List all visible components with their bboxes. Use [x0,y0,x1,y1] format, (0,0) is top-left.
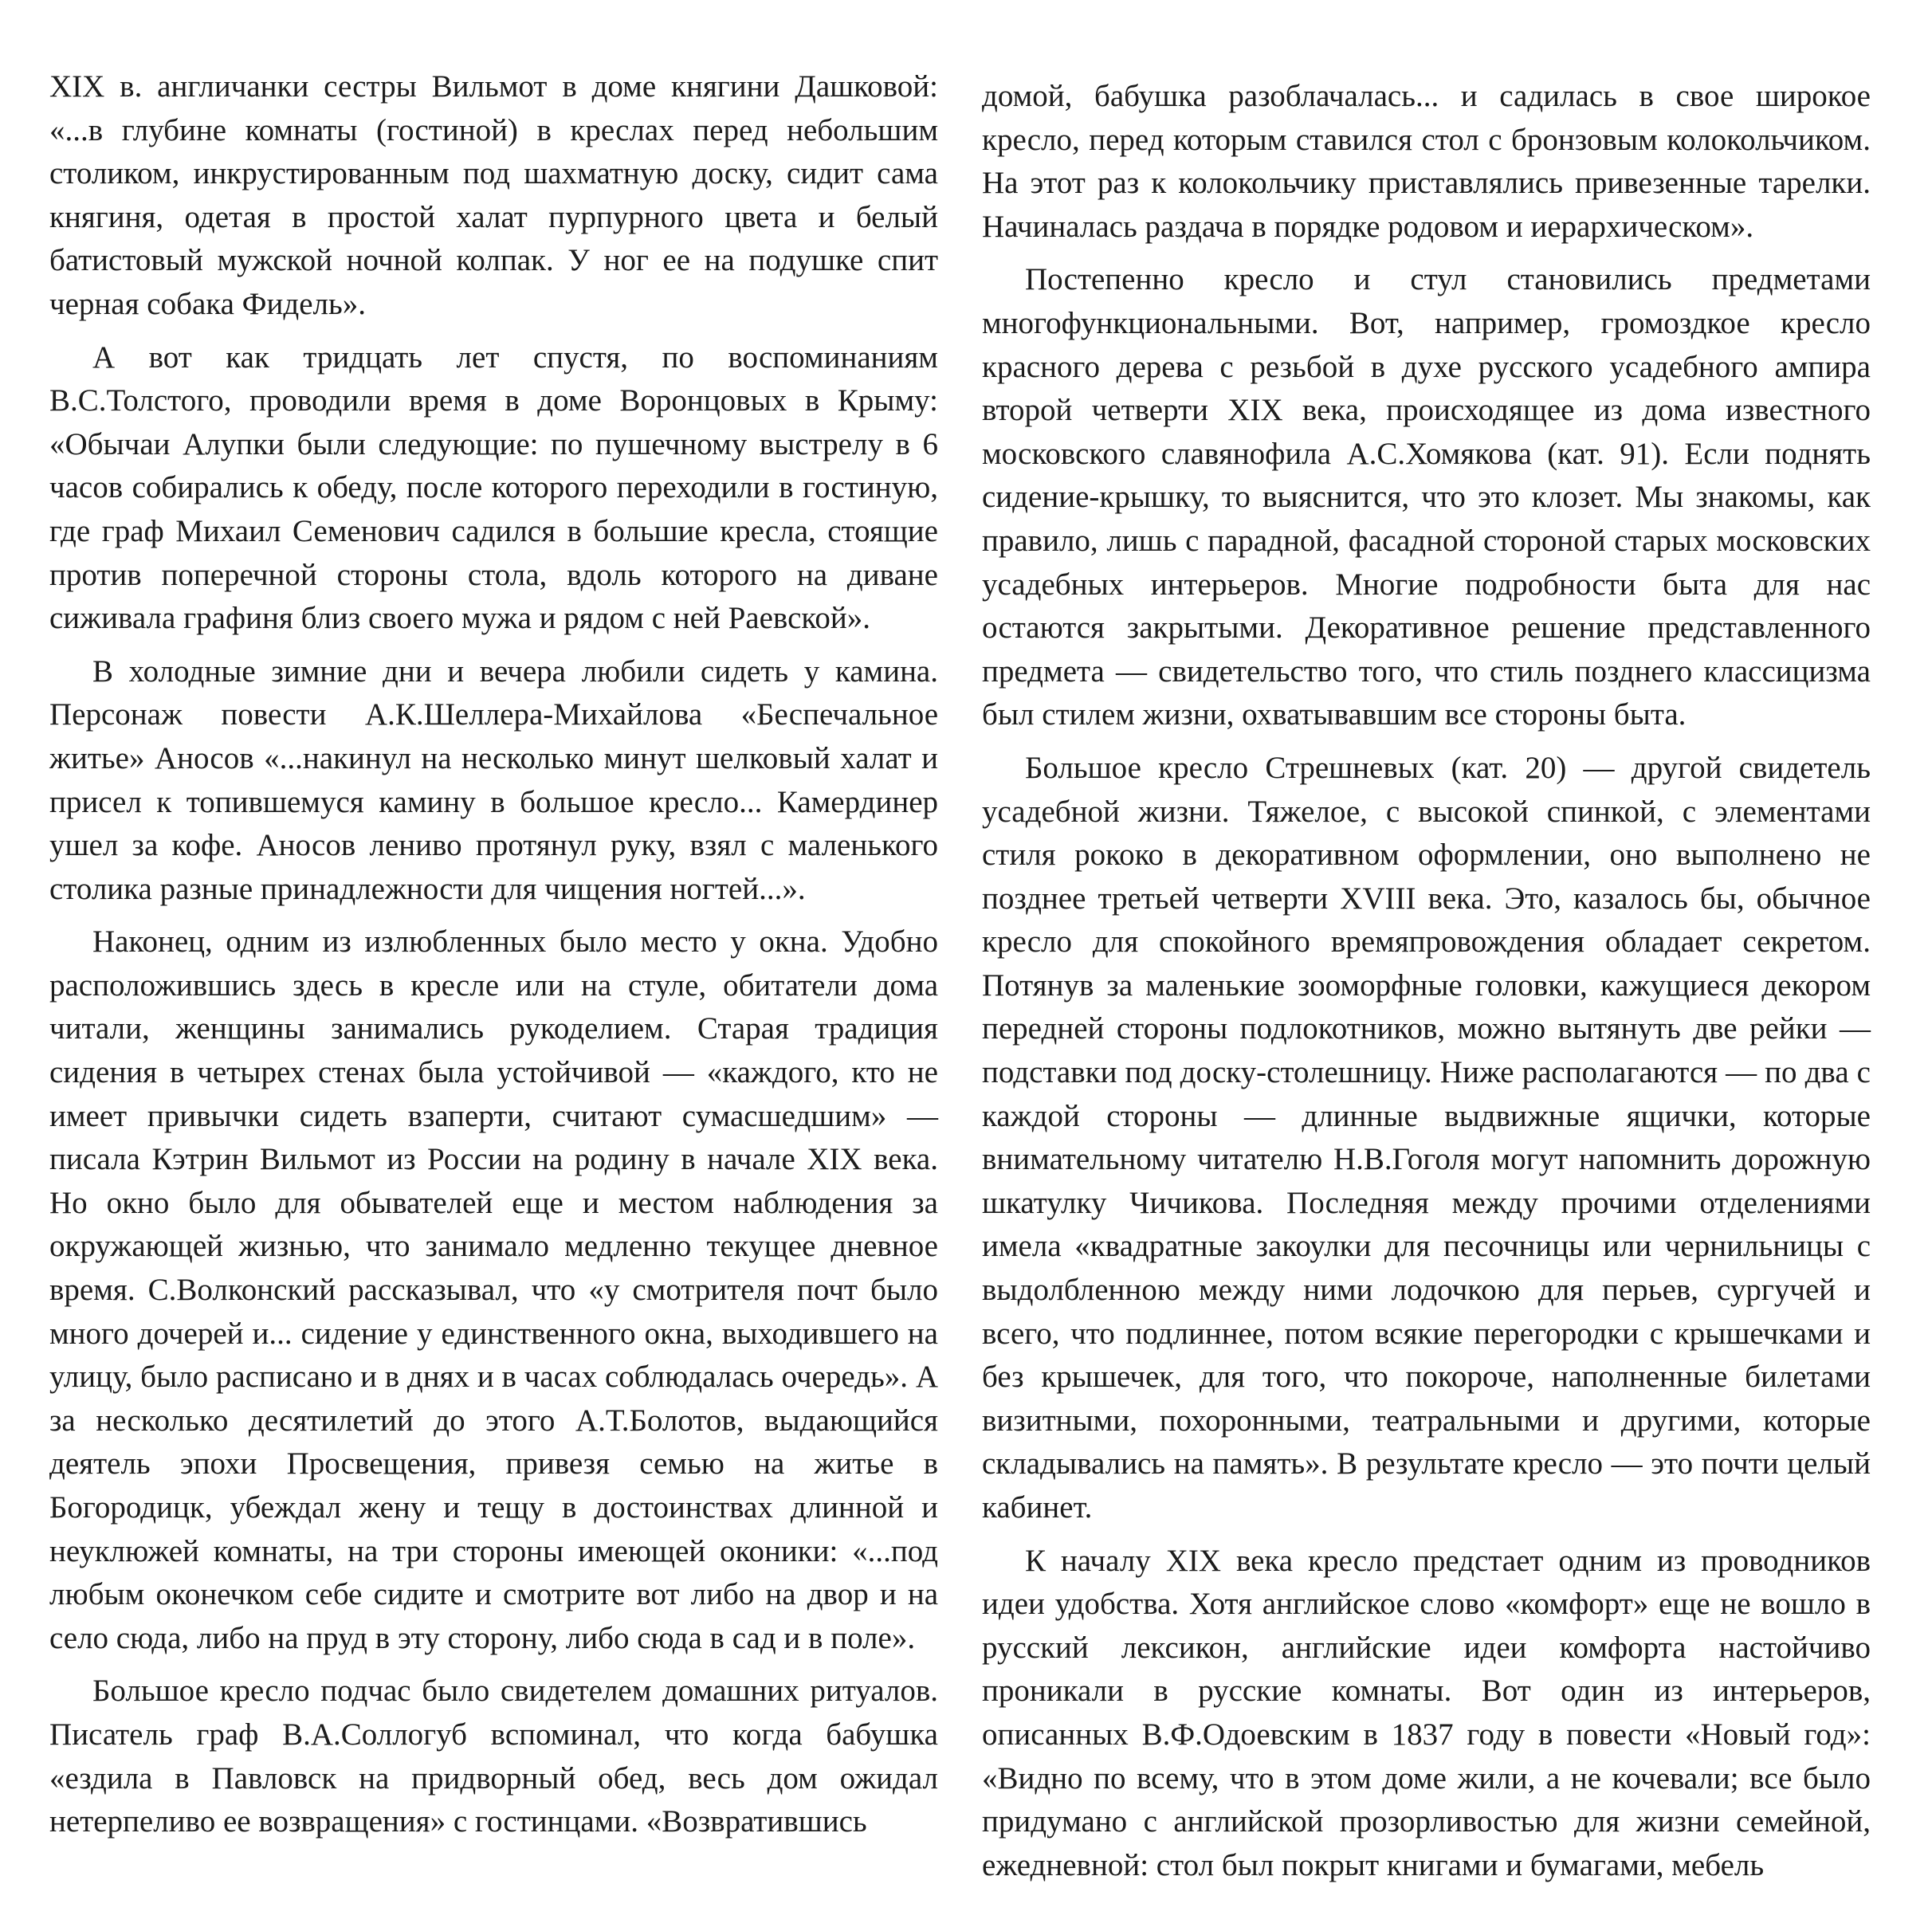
paragraph-wilmot-dashkova: XIX в. англичанки сестры Вильмот в доме княгини Дашковой: «...в глубине комнаты (гостиной) в креслах перед небольшим столиком, инкрустированным под шахматную доску, сидит сама княгиня, одетая в простой халат пурпурного цвета и белый батистовый мужской ночной колпак. У ног ее на подушке спит черная собака Фидель». [49,69,938,321]
paragraph-grandmother-return: домой, бабушка разоблачалась... и садилась в свое широкое кресло, перед которым ставился стол с бронзовым колокольчиком. На этот раз к колокольчику приставлялись привезенные тарелки. Начиналась раздача в порядке родовом и иерархическом». [982,79,1871,244]
paragraph-khomyakov-chair: Постепенно кресло и стул становились предметами многофункциональными. Вот, например, громоздкое кресло красного дерева с резьбой в духе русского усадебного ампира второй четверти XIX века, происходящее из дома известного московского славянофила А.С.Хомякова (кат. 91). Если поднять сидение-крышку, то выяснится, что это клозет. Мы знакомы, как правило, лишь с парадной, фасадной стороной старых московских усадебных интерьеров. Многие подробности быта для нас остаются закрытыми. Декоративное решение представленного предмета — свидетельство того, что стиль позднего классицизма был стилем жизни, охватывавшим все стороны быта. [982,262,1871,732]
paragraph-fireplace: В холодные зимние дни и вечера любили сидеть у камина. Персонаж повести А.К.Шеллера-Михайлова «Беспечальное житье» Аносов «...накинул на несколько минут шелковый халат и присел к топившемуся камину в большое кресло... Камердинер ушел за кофе. Аносов лениво протянул руку, взял с маленького столика разные принадлежности для чищения ногтей...». [49,653,938,906]
paragraph-comfort-idea: К началу XIX века кресло предстает одним из проводников идеи удобства. Хотя английское слово «комфорт» еще не вошло в русский лексикон, английские идеи комфорта настойчиво проникали в русские комнаты. Вот один из интерьеров, описанных В.Ф.Одоевским в 1837 году в повести «Новый год»: «Видно по всему, что в этом доме жили, а не кочевали; все было придумано с английской прозорливостью для жизни семейной, ежедневной: стол был покрыт книгами и бумагами, мебель [982,1543,1871,1882]
paragraph-streshnev-chair: Большое кресло Стрешневых (кат. 20) — другой свидетель усадебной жизни. Тяжелое, с высокой спинкой, с элементами стиля рококо в декоративном оформлении, оно выполнено не позднее третьей четверти XVIII века. Это, казалось бы, обычное кресло для спокойного времяпровождения обладает секретом. Потянув за маленькие зооморфные головки, кажущиеся декором передней стороны подлокотников, можно вытянуть две рейки — подставки под доску-столешницу. Ниже располагаются — по два с каждой стороны — длинные выдвижные ящички, которые внимательному читателю Н.В.Гоголя могут напомнить дорожную шкатулку Чичикова. Последняя между прочими отделениями имела «квадратные закоулки для песочницы или чернильницы с выдолбленною между ними лодочкою для перьев, сургучей и всего, что подлиннее, потом всякие перегородки с крышечками и без крышечек, для того, что покороче, наполненные билетами визитными, похоронными, театральными и другими, которые складывались на память». В результате кресло — это почти целый кабинет. [982,750,1871,1525]
paragraph-vorontsov-alupka: А вот как тридцать лет спустя, по воспоминаниям В.С.Толстого, проводили время в доме Воронцовых в Крыму: «Обычаи Алупки были следующие: по пушечному выстрелу в 6 часов собирались к обеду, после которого переходили в гостиную, где граф Михаил Семенович садился в большие кресла, стоящие против поперечной стороны стола, вдоль которого на диване сиживала графиня близ своего мужа и рядом с ней Раевской». [49,339,938,636]
paragraph-sollogub-ritual: Большое кресло подчас было свидетелем домашних ритуалов. Писатель граф В.А.Соллогуб вспоминал, что когда бабушка «ездила в Павловск на придворный обед, весь дом ожидал нетерпеливо ее возвращения» с гостинцами. «Возвратившись [49,1674,938,1839]
right-text-column [982,75,1871,1897]
left-text-column [49,65,938,1854]
paragraph-window-seat: Наконец, одним из излюбленных было место у окна. Удобно расположившись здесь в кресле или на стуле, обитатели дома читали, женщины занимались рукоделием. Старая традиция сидения в четырех стенах была устойчивой — «каждого, кто не имеет привычки сидеть взаперти, считают сумасшедшим» — писала Кэтрин Вильмот из России на родину в начале XIX века. Но окно было для обывателей еще и местом наблюдения за окружающей жизнью, что занимало медленно текущее дневное время. С.Волконский рассказывал, что «у смотрителя почт было много дочерей и... сидение у единственного окна, выходившего на улицу, было расписано и в днях и в часах соблюдалась очередь». А за несколько десятилетий до этого А.Т.Болотов, выдающийся деятель эпохи Просвещения, привезя семью на житье в Богородицк, убеждал жену и тещу в достоинствах длинной и неуклюжей комнаты, на три стороны имеющей оконики: «...под любым оконечком себе сидите и смотрите вот либо на двор и на село сюда, либо на пруд в эту сторону, либо сюда в сад и в поле». [49,924,938,1655]
